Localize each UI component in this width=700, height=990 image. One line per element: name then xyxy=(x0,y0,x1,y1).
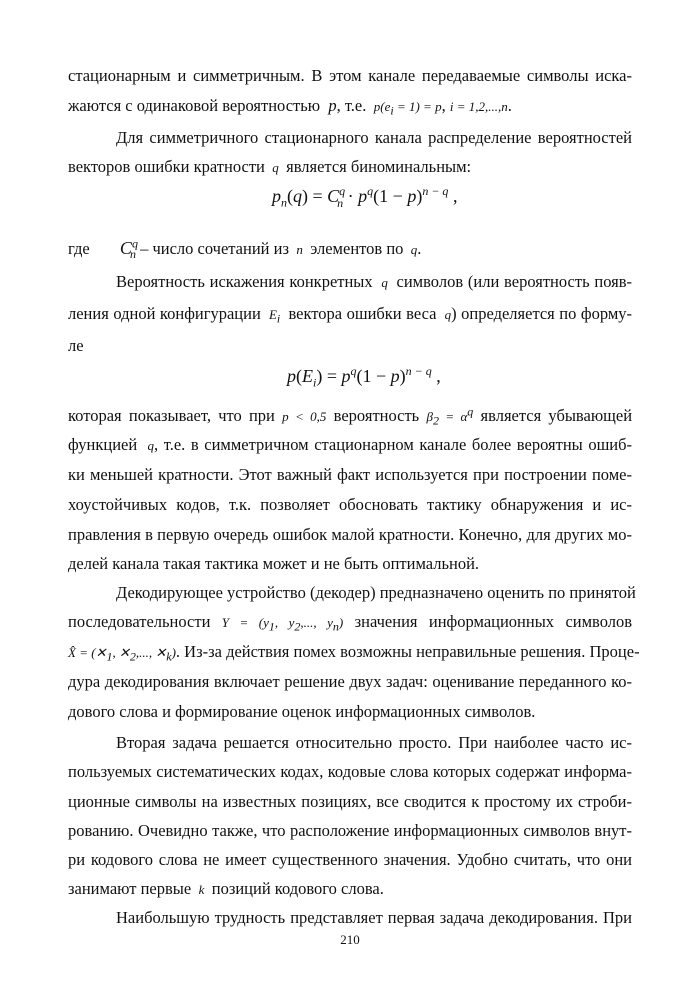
text-line: Для симметричного стационарного канала распределение вероятностей xyxy=(116,128,632,147)
text-line: делей канала такая тактика может и не быть оптимальной. xyxy=(68,554,480,573)
text-line: Наибольшую трудность представляет первая задача декодирования. При xyxy=(116,908,632,927)
text-line: дового слова и формирование оценок информационных символов. xyxy=(68,702,536,721)
text-line: которая показывает, что при p < 0,5 вероятность $\beta_2 = \alpha^q$ является убывающей xyxy=(68,404,633,428)
text-line: последовательности $Y = (y_1$, $y_2$,..., $y_n$) значения информационных символов xyxy=(68,612,633,634)
text-line: занимают первые k позиций кодового слова. xyxy=(68,879,384,898)
text-line: стационарным и симметричным. В этом канале передаваемые символы иска- xyxy=(68,66,632,85)
page-number: 210 xyxy=(340,932,360,947)
text-line: дура декодирования включает решение двух задач: оценивание переданного ко- xyxy=(68,672,632,691)
text-line: правления в первую очередь ошибок малой кратности. Конечно, для других мо- xyxy=(68,525,632,544)
text-line: ционные символы на известных позициях, все сводится к простому их строби- xyxy=(68,792,632,811)
text-line: Вероятность искажения конкретных q символов (или вероятность появ- xyxy=(116,272,633,291)
text-line: ления одной конфигурации $E_i$ вектора ошибки веса q) определяется по форму- xyxy=(68,304,633,326)
text-line: ки меньшей кратности. Этот важный факт используется при построении поме- xyxy=(68,465,632,484)
binomial-formula: $p_n(q) = C^q_n \cdot p^q(1 - p)^{n - q}$ , xyxy=(272,184,458,210)
text-line: векторов ошибки кратности q является биноминальным: xyxy=(68,157,472,176)
text-line: жаются с одинаковой вероятностью p, т.е. $p(e_i = 1) = p$, i = 1,2,...,n. xyxy=(68,96,512,118)
text-line: ле xyxy=(68,336,84,355)
configuration-probability-formula: $p(E_i) = p^q(1 - p)^{n - q}$ , xyxy=(287,364,441,390)
text-line: ри кодового слова не имеет существенного значения. Удобно считать, что они xyxy=(68,850,632,869)
text-line: рованию. Очевидно также, что расположение информационных символов внут- xyxy=(68,821,632,840)
text-line: где $C^q_n$ – число сочетаний из n элементов по q. xyxy=(68,236,422,262)
text-line: пользуемых систематических кодах, кодовые слова которых содержат информа- xyxy=(68,762,632,781)
text-line: Декодирующее устройство (декодер) предназначено оценить по принятой xyxy=(116,583,636,602)
text-line: функцией q, т.е. в симметричном стационарном канале более вероятны ошиб- xyxy=(68,435,632,454)
text-line: Вторая задача решается относительно просто. При наиболее часто ис- xyxy=(116,733,632,752)
text-line: хоустойчивых кодов, т.к. позволяет обосновать тактику обнаружения и ис- xyxy=(68,495,632,514)
text-line: X̂ = ($✕_1$, $✕_2$,..., $✕_k$). Из-за действия помех возможны неправильные решения. Проце- xyxy=(68,642,640,664)
